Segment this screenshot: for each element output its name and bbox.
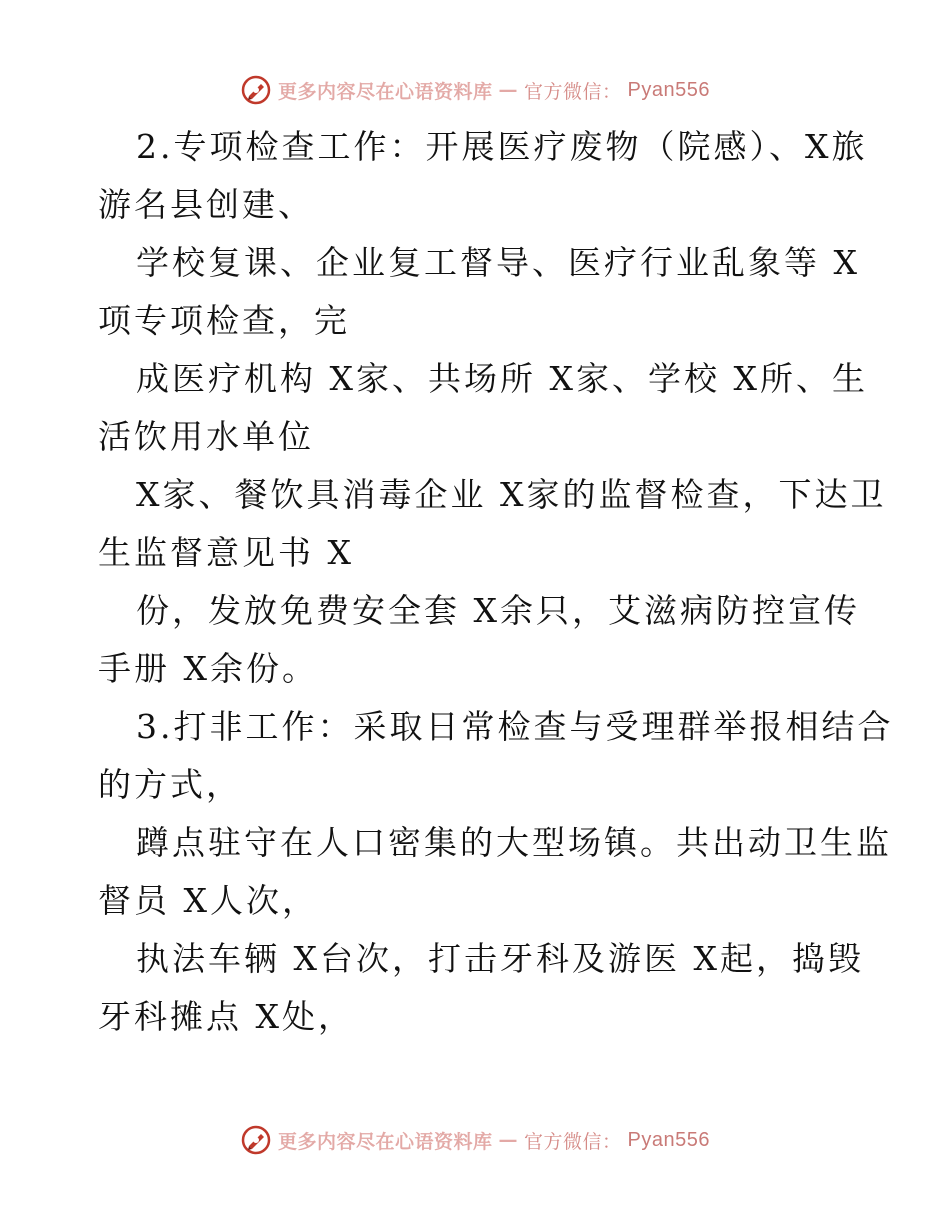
header-banner-content xyxy=(240,74,710,106)
header-banner xyxy=(0,70,950,110)
paragraph-line: 份，发放免费安全套 X余只，艾滋病防控宣传 xyxy=(136,591,860,630)
paragraph-line: 督员 X人次， xyxy=(98,881,318,920)
paragraph-line: X家、餐饮具消毒企业 X家的监督检查，下达卫 xyxy=(136,475,887,514)
footer-banner-wechat-label: 官方微信： xyxy=(524,1130,622,1153)
paragraph-line: 学校复课、企业复工督导、医疗行业乱象等 X xyxy=(136,243,860,282)
footer-banner-title: 更多内容尽在心语资料库 xyxy=(278,1130,493,1153)
paragraph-line: 游名县创建、 xyxy=(98,185,314,224)
paragraph-line: 手册 X余份。 xyxy=(98,649,318,688)
paragraph-line: 活饮用水单位 xyxy=(98,417,314,456)
header-banner-wechat-id: Pyan556 xyxy=(627,78,710,101)
paragraph-line: 牙科摊点 X处， xyxy=(98,997,354,1036)
paragraph-line: 的方式， xyxy=(98,765,242,804)
footer-banner xyxy=(0,1120,950,1160)
header-banner-wechat-label: 官方微信： xyxy=(524,80,622,103)
brush-pen-logo-icon xyxy=(240,1124,272,1156)
paragraph-line: 生监督意见书 X xyxy=(98,533,354,572)
header-banner-separator: — xyxy=(498,79,519,101)
paragraph-line: 2.专项检查工作：开展医疗废物（院感）、X旅 xyxy=(136,127,868,166)
document-body xyxy=(98,118,894,1046)
footer-banner-content xyxy=(240,1124,710,1156)
header-banner-title: 更多内容尽在心语资料库 xyxy=(278,80,493,103)
paragraph-line: 3.打非工作：采取日常检查与受理群举报相结合 xyxy=(136,707,894,746)
paragraph-line: 蹲点驻守在人口密集的大型场镇。共出动卫生监 xyxy=(136,823,892,862)
paragraph-line: 项专项检查，完 xyxy=(98,301,350,340)
paragraph-line: 执法车辆 X台次，打击牙科及游医 X起，捣毁 xyxy=(136,939,864,978)
footer-banner-separator: — xyxy=(498,1129,519,1151)
paragraph-line: 成医疗机构 X家、共场所 X家、学校 X所、生 xyxy=(136,359,868,398)
brush-pen-logo-icon xyxy=(240,74,272,106)
footer-banner-wechat-id: Pyan556 xyxy=(627,1128,710,1151)
